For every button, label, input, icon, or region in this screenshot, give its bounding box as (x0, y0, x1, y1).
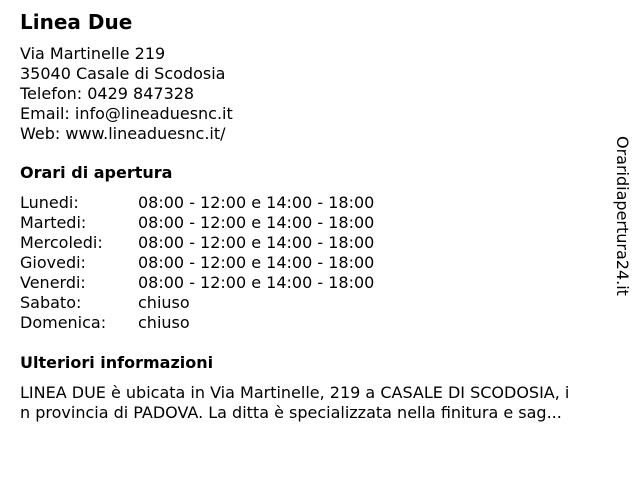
day-label: Giovedi: (20, 253, 86, 272)
info-text-line: n provincia di PADOVA. La ditta è specializzata nella finitura e sag... (20, 403, 562, 422)
day-hours: chiuso (138, 313, 190, 332)
opening-hours-table (20, 193, 632, 333)
opening-hours-heading: Orari di apertura (20, 163, 173, 182)
address-city: 35040 Casale di Scodosia (20, 64, 226, 83)
address-street: Via Martinelle 219 (20, 44, 166, 63)
business-name: Linea Due (20, 10, 133, 34)
hours-row-sunday (20, 313, 632, 333)
day-label: Venerdi: (20, 273, 86, 292)
day-label: Sabato: (20, 293, 82, 312)
day-label: Martedi: (20, 213, 87, 232)
phone-number: Telefon: 0429 847328 (20, 84, 195, 103)
day-hours: 08:00 - 12:00 e 14:00 - 18:00 (138, 233, 375, 252)
site-watermark-text: Oraridiapertura24.it (613, 136, 632, 296)
day-hours: 08:00 - 12:00 e 14:00 - 18:00 (138, 273, 375, 292)
day-label: Mercoledi: (20, 233, 103, 252)
email-address: Email: info@lineaduesnc.it (20, 104, 233, 123)
contact-block (20, 44, 632, 144)
hours-row-thursday (20, 253, 632, 273)
day-hours: chiuso (138, 293, 190, 312)
further-info-heading: Ulteriori informazioni (20, 353, 214, 372)
further-info-text (20, 383, 628, 423)
day-hours: 08:00 - 12:00 e 14:00 - 18:00 (138, 213, 375, 232)
hours-row-tuesday (20, 213, 632, 233)
info-text-line: LINEA DUE è ubicata in Via Martinelle, 219 a CASALE DI SCODOSIA, i (20, 383, 570, 402)
website: Web: www.lineaduesnc.it/ (20, 124, 226, 143)
hours-row-saturday (20, 293, 632, 313)
day-hours: 08:00 - 12:00 e 14:00 - 18:00 (138, 253, 375, 272)
day-label: Domenica: (20, 313, 107, 332)
day-hours: 08:00 - 12:00 e 14:00 - 18:00 (138, 193, 375, 212)
day-label: Lunedi: (20, 193, 79, 212)
hours-row-wednesday (20, 233, 632, 253)
hours-row-monday (20, 193, 632, 213)
business-card (20, 8, 632, 423)
hours-row-friday (20, 273, 632, 293)
